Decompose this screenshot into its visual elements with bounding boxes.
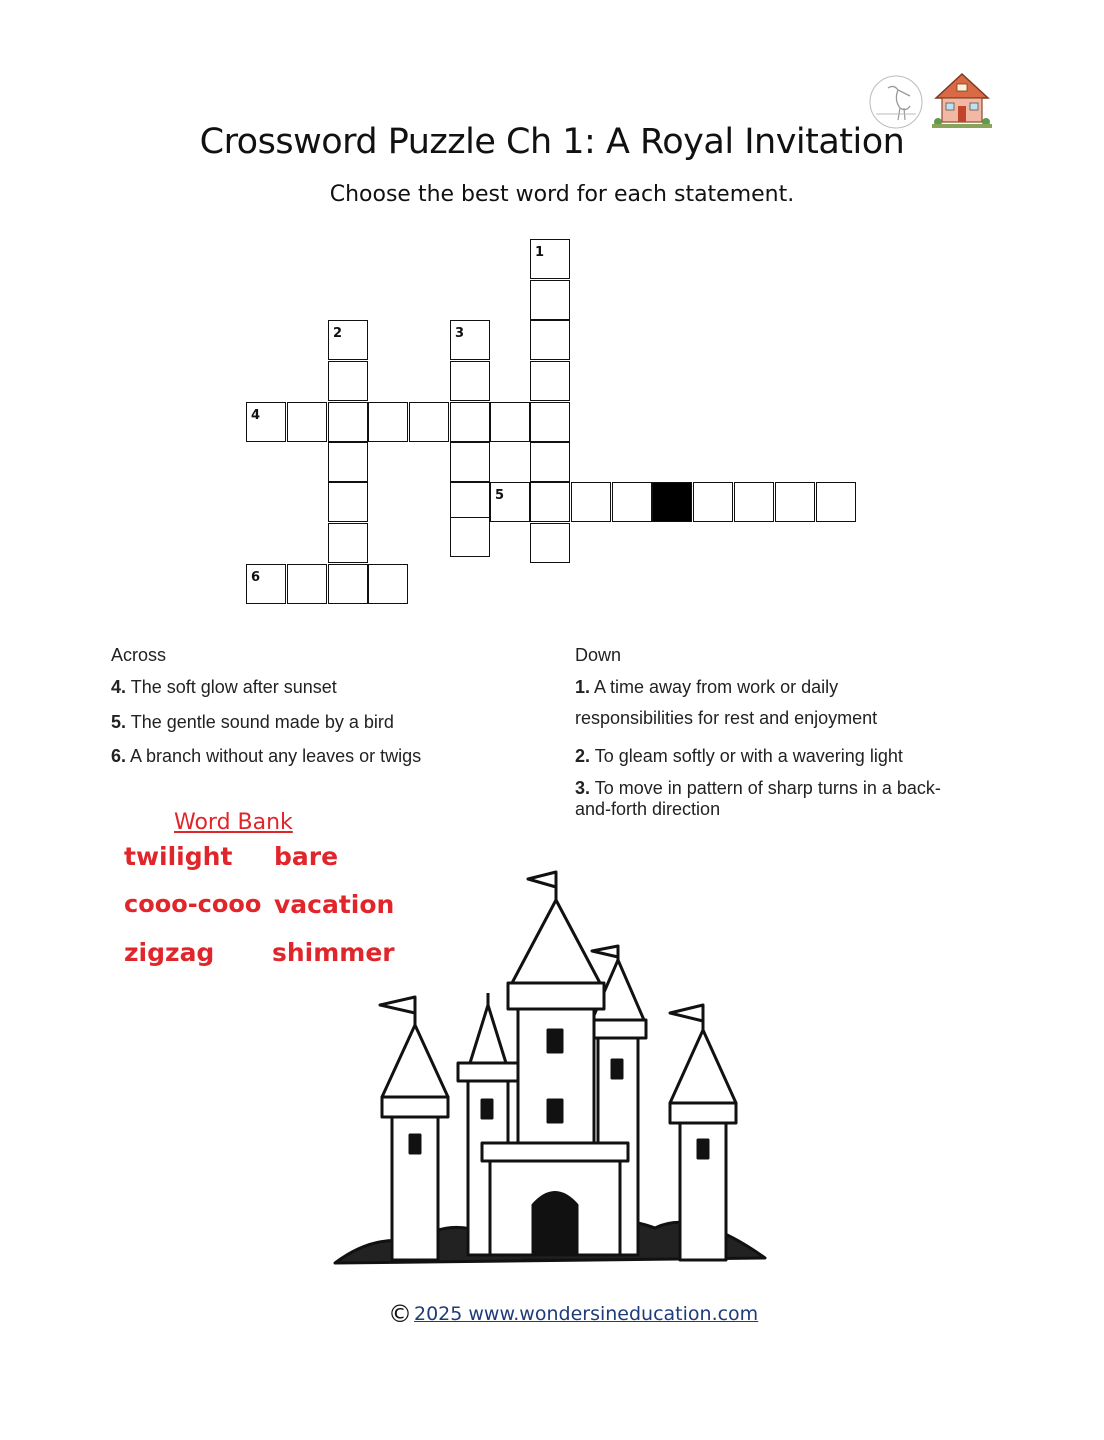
down-clue	[575, 672, 960, 734]
word-bank-word: twilight	[124, 842, 233, 871]
grid-cell[interactable]	[530, 442, 570, 482]
word-bank-word: cooo-cooo	[124, 890, 262, 918]
grid-cell[interactable]	[775, 482, 815, 522]
grid-cell[interactable]	[328, 564, 368, 604]
grid-cell[interactable]	[530, 239, 570, 279]
grid-cell[interactable]	[328, 442, 368, 482]
grid-cell[interactable]	[328, 402, 368, 442]
across-clue	[111, 741, 551, 771]
page-subtitle: Choose the best word for each statement.	[329, 182, 795, 207]
clue-text: To gleam softly or with a wavering light	[594, 746, 903, 766]
grid-cell[interactable]	[368, 564, 408, 604]
grid-cell[interactable]	[693, 482, 733, 522]
grid-cell[interactable]	[287, 402, 327, 442]
grid-cell[interactable]	[246, 564, 286, 604]
footer-copyright	[388, 1300, 758, 1328]
clue-text: A branch without any leaves or twigs	[130, 746, 422, 766]
grid-cell[interactable]	[450, 442, 490, 482]
word-bank-word: zigzag	[124, 938, 215, 967]
grid-cell[interactable]	[530, 361, 570, 401]
clue-number: 1	[535, 245, 545, 260]
clue-num: 2.	[575, 746, 591, 766]
clue-num: 6.	[111, 746, 127, 766]
grid-cell[interactable]	[450, 402, 490, 442]
clue-number: 3	[455, 326, 465, 341]
clue-text: The soft glow after sunset	[130, 677, 337, 697]
word-bank-word: shimmer	[272, 938, 395, 967]
across-clue	[111, 672, 551, 702]
word-bank-word: bare	[274, 842, 339, 871]
grid-cell[interactable]	[530, 523, 570, 563]
grid-cell[interactable]	[450, 482, 490, 522]
across-clue	[111, 707, 551, 737]
grid-cell[interactable]	[328, 361, 368, 401]
castle-illustration	[330, 865, 775, 1275]
clue-number: 2	[333, 326, 343, 341]
clue-text: To move in pattern of sharp turns in a back-and-forth direction	[575, 778, 941, 819]
grid-cell[interactable]	[734, 482, 774, 522]
crossword-grid	[0, 0, 1104, 620]
website-link[interactable]: 2025 www.wondersineducation.com	[414, 1303, 759, 1325]
grid-cell[interactable]	[409, 402, 449, 442]
grid-cell[interactable]	[530, 320, 570, 360]
page-title: Crossword Puzzle Ch 1: A Royal Invitation	[199, 122, 905, 162]
down-clue	[575, 741, 995, 771]
grid-cell[interactable]	[530, 402, 570, 442]
grid-cell[interactable]	[328, 523, 368, 563]
down-clue	[575, 778, 965, 820]
down-heading: Down	[575, 645, 622, 665]
grid-cell[interactable]	[612, 482, 652, 522]
clue-text: A time away from work or daily responsibilities for rest and enjoyment	[575, 677, 878, 728]
copyright-icon: ©	[388, 1300, 412, 1328]
across-heading: Across	[111, 645, 167, 665]
clue-text: The gentle sound made by a bird	[130, 712, 394, 732]
clue-num: 1.	[575, 677, 591, 697]
word-bank-title: Word Bank	[174, 810, 293, 835]
grid-cell[interactable]	[571, 482, 611, 522]
grid-cell[interactable]	[530, 482, 570, 522]
grid-cell[interactable]	[246, 402, 286, 442]
clue-number: 6	[251, 570, 261, 585]
clue-num: 3.	[575, 778, 591, 798]
grid-cell[interactable]	[450, 517, 490, 557]
grid-cell-blocked	[652, 482, 692, 522]
grid-cell[interactable]	[328, 482, 368, 522]
grid-cell[interactable]	[816, 482, 856, 522]
grid-cell[interactable]	[368, 402, 408, 442]
grid-cell[interactable]	[287, 564, 327, 604]
clue-number: 5	[495, 488, 505, 503]
grid-cell[interactable]	[530, 280, 570, 320]
clue-num: 5.	[111, 712, 127, 732]
clue-num: 4.	[111, 677, 127, 697]
word-bank-word: vacation	[274, 890, 395, 919]
clue-number: 4	[251, 408, 261, 423]
grid-cell[interactable]	[328, 320, 368, 360]
grid-cell[interactable]	[490, 402, 530, 442]
grid-cell[interactable]	[450, 320, 490, 360]
grid-cell[interactable]	[450, 361, 490, 401]
grid-cell[interactable]	[490, 482, 530, 522]
